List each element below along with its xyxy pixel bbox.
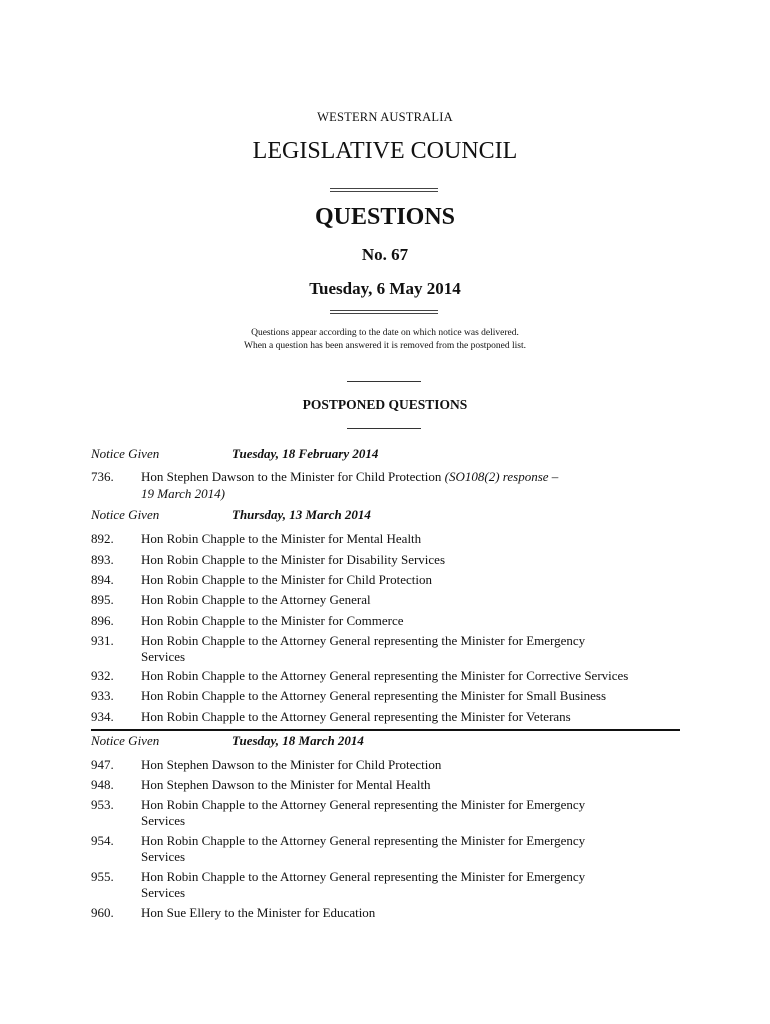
question-text: Hon Robin Chapple to the Attorney General representing the Minister for Emergency — [141, 633, 586, 648]
question-text: Hon Robin Chapple to the Attorney General representing the Minister for Veterans — [141, 709, 571, 724]
divider — [330, 188, 438, 192]
question-number: 947. — [91, 757, 114, 772]
question-text: Hon Robin Chapple to the Attorney General representing the Minister for Small Business — [141, 688, 607, 703]
notice-date: Thursday, 13 March 2014 — [232, 507, 371, 522]
question-number: 893. — [91, 552, 114, 567]
state-heading: WESTERN AUSTRALIA — [317, 110, 453, 124]
paper-date: Tuesday, 6 May 2014 — [309, 279, 461, 298]
question-text: Hon Stephen Dawson to the Minister for Child Protection (SO108(2) response – — [141, 469, 559, 484]
question-number: 895. — [91, 592, 114, 607]
question-text: Hon Robin Chapple to the Attorney General representing the Minister for Emergency — [141, 797, 586, 812]
question-text: Hon Stephen Dawson to the Minister for Child Protection — [141, 757, 442, 772]
paper-number: No. 67 — [361, 245, 409, 264]
question-text: Hon Robin Chapple to the Attorney General representing the Minister for Emergency — [141, 833, 586, 848]
page-title: QUESTIONS — [314, 204, 456, 230]
question-number: 948. — [91, 777, 114, 792]
question-number: 896. — [91, 613, 114, 628]
section-title: POSTPONED QUESTIONS — [302, 397, 468, 412]
question-text: Hon Robin Chapple to the Minister for Disability Services — [141, 552, 446, 567]
question-text: Hon Robin Chapple to the Attorney General representing the Minister for Corrective Services — [141, 668, 629, 683]
question-number: 892. — [91, 531, 114, 546]
note-line-1: Questions appear according to the date on which notice was delivered. — [251, 328, 519, 338]
notice-given-label: Notice Given — [91, 446, 160, 461]
notice-given-label: Notice Given — [91, 507, 160, 522]
question-number: 931. — [91, 633, 114, 648]
chamber-heading: LEGISLATIVE COUNCIL — [252, 138, 518, 164]
divider — [330, 310, 438, 314]
question-text: Hon Robin Chapple to the Minister for Child Protection — [141, 572, 433, 587]
question-text: Hon Sue Ellery to the Minister for Education — [141, 905, 376, 920]
question-number: 955. — [91, 869, 114, 884]
question-number: 954. — [91, 833, 114, 848]
question-text-continued: 19 March 2014) — [141, 486, 226, 501]
question-annotation: (SO108(2) response – — [444, 469, 559, 484]
question-text: Hon Stephen Dawson to the Minister for Mental Health — [141, 777, 431, 792]
question-number: 736. — [91, 469, 114, 484]
divider — [347, 381, 421, 382]
note-line-2: When a question has been answered it is removed from the postponed list. — [243, 341, 527, 351]
question-number: 894. — [91, 572, 114, 587]
question-text: Hon Robin Chapple to the Minister for Commerce — [141, 613, 404, 628]
question-text-continued: Services — [141, 849, 186, 864]
notice-date: Tuesday, 18 February 2014 — [232, 446, 379, 461]
question-number: 934. — [91, 709, 114, 724]
question-text-continued: Services — [141, 649, 186, 664]
question-number: 960. — [91, 905, 114, 920]
question-text-continued: Services — [141, 813, 186, 828]
divider — [347, 428, 421, 429]
notice-date: Tuesday, 18 March 2014 — [232, 733, 364, 748]
section-separator — [91, 729, 680, 731]
question-text: Hon Robin Chapple to the Attorney General — [141, 592, 371, 607]
question-text-continued: Services — [141, 885, 186, 900]
question-text: Hon Robin Chapple to the Minister for Mental Health — [141, 531, 422, 546]
question-number: 933. — [91, 688, 114, 703]
question-number: 953. — [91, 797, 114, 812]
notice-given-label: Notice Given — [91, 733, 160, 748]
question-text: Hon Robin Chapple to the Attorney General representing the Minister for Emergency — [141, 869, 586, 884]
question-number: 932. — [91, 668, 114, 683]
